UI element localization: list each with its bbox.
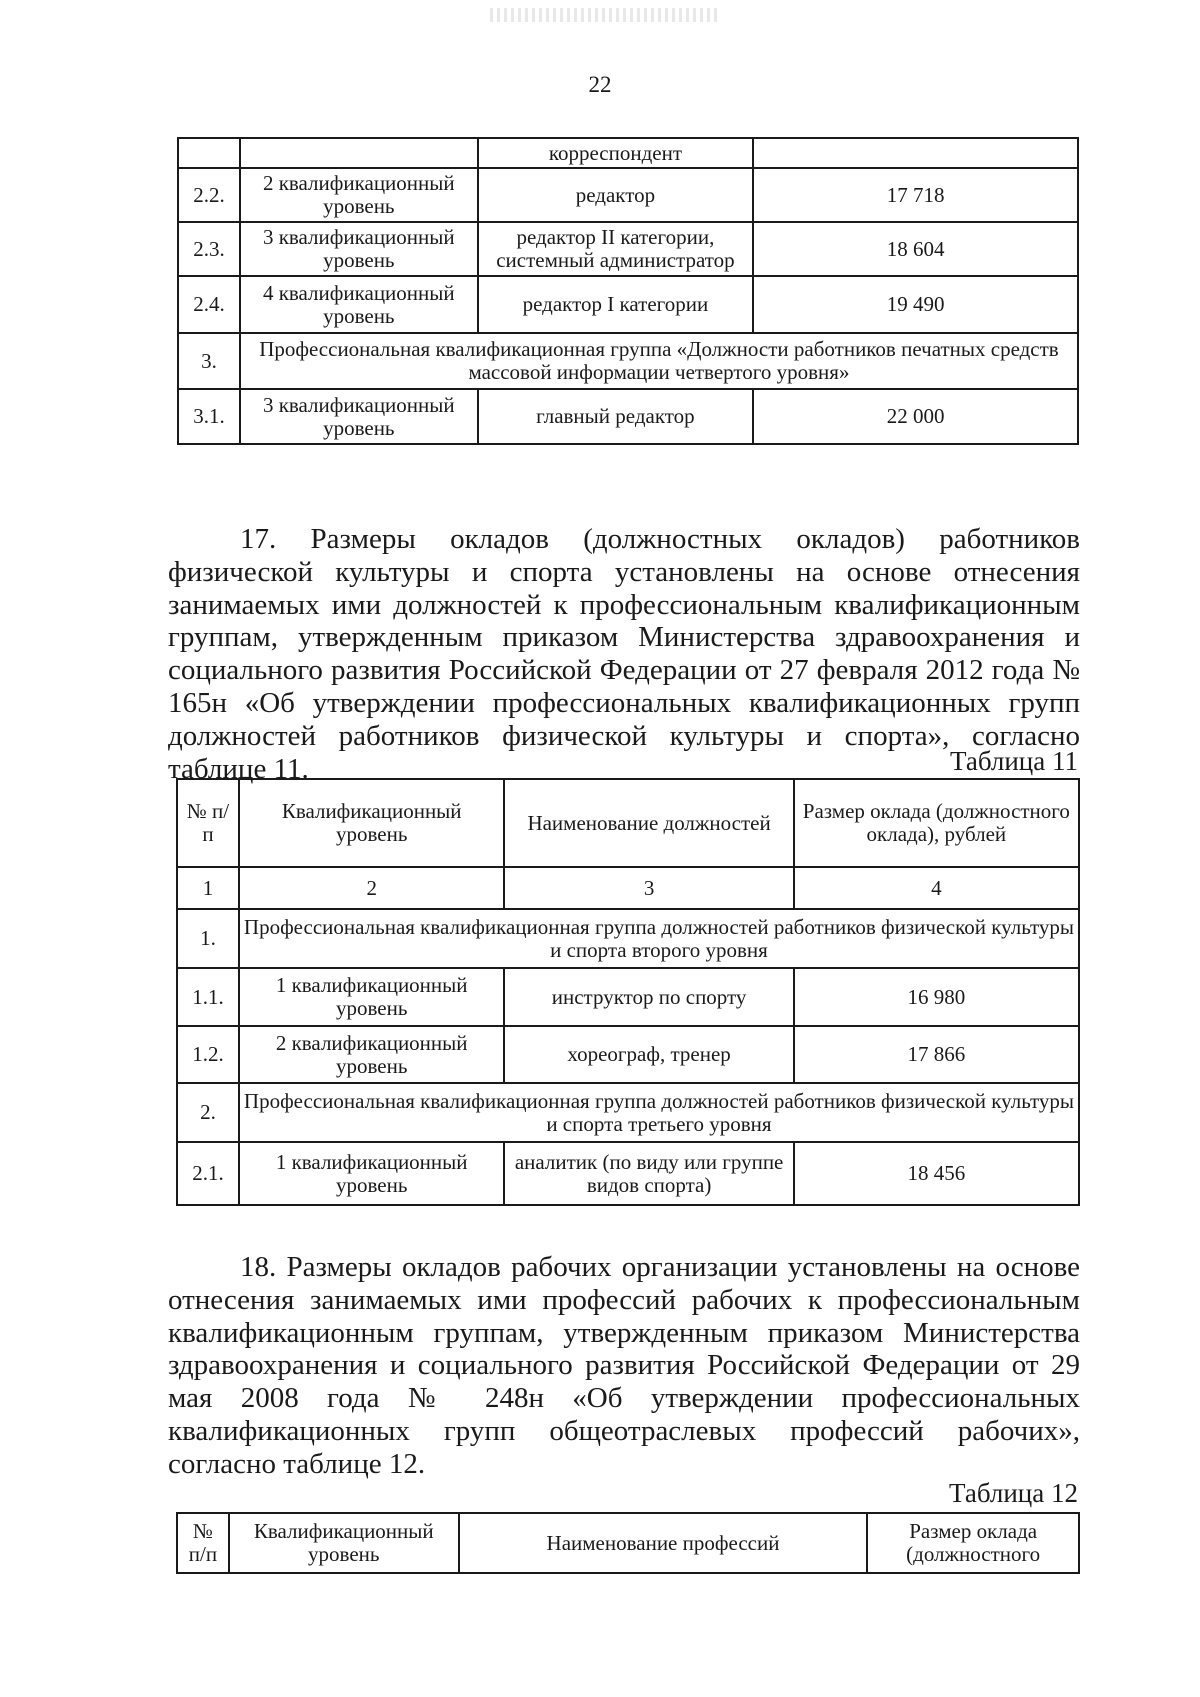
cell-position: редактор I категории <box>478 276 753 333</box>
table-row <box>178 222 1078 276</box>
cell-position: редактор II категории, системный администратор <box>478 222 753 276</box>
column-number: 4 <box>794 867 1079 909</box>
cell-group-title: Профессиональная квалификационная группа должностей работников физической культуры и спорта третьего уровня <box>239 1083 1079 1142</box>
cell-salary: 17 866 <box>794 1026 1079 1083</box>
cell-group-title: Профессиональная квалификационная группа должностей работников физической культуры и спорта второго уровня <box>239 909 1079 968</box>
table-group-row <box>177 1083 1079 1142</box>
cell-salary: 22 000 <box>753 389 1078 444</box>
cell-num: 2.4. <box>178 276 240 333</box>
table-header-row <box>177 1513 1079 1573</box>
table-11-caption: Таблица 11 <box>950 746 1078 776</box>
cell-level <box>240 138 478 168</box>
cell-level: 1 квалификационный уровень <box>239 968 505 1026</box>
table-row <box>177 1026 1079 1083</box>
cell-num: 1. <box>177 909 239 968</box>
column-number: 3 <box>504 867 793 909</box>
cell-position: хореограф, тренер <box>504 1026 793 1083</box>
table-group-row <box>177 909 1079 968</box>
cell-level: 2 квалификационный уровень <box>239 1026 505 1083</box>
header-num: № п/п <box>177 779 239 867</box>
table-row <box>177 1142 1079 1205</box>
table-12-caption: Таблица 12 <box>949 1478 1078 1508</box>
header-level: Квалификационный уровень <box>239 779 505 867</box>
cell-position: аналитик (по виду или группе видов спорта) <box>504 1142 793 1205</box>
paragraph-18: 18. Размеры окладов рабочих организации установлены на основе отнесения занимаемых ими профессий рабочих к профессиональным квалификационным группам, утвержденным приказом Министерства здравоохранения и социального развития Российской Федерации от 29 мая 2008 года № 248н «Об утверждении профессиональных квалификационных групп общеотраслевых профессий рабочих», согласно таблице 12. <box>168 1251 1080 1480</box>
paragraph-17: 17. Размеры окладов (должностных окладов) работников физической культуры и спорта установлены на основе отнесения занимаемых ими должностей к профессиональным квалификационным группам, утвержденным приказом Министерства здравоохранения и социального развития Российской Федерации от 27 февраля 2012 года № 165н «Об утверждении профессиональных квалификационных групп должностей работников физической культуры и спорта», согласно таблице 11. <box>168 523 1080 785</box>
header-num: № п/п <box>177 1513 229 1573</box>
table-row <box>178 168 1078 222</box>
cell-num: 2.1. <box>177 1142 239 1205</box>
column-number: 1 <box>177 867 239 909</box>
table-row <box>178 389 1078 444</box>
column-number-row <box>177 867 1079 909</box>
page-number: 22 <box>588 72 612 97</box>
cell-salary: 18 456 <box>794 1142 1079 1205</box>
table-continued <box>177 137 1079 445</box>
cell-position: редактор <box>478 168 753 222</box>
table-header-row <box>177 779 1079 867</box>
table-11 <box>176 778 1080 1206</box>
table-row <box>177 968 1079 1026</box>
cell-position: главный редактор <box>478 389 753 444</box>
cell-level: 3 квалификационный уровень <box>240 389 478 444</box>
cell-num: 1.2. <box>177 1026 239 1083</box>
cell-salary: 17 718 <box>753 168 1078 222</box>
cell-num: 3.1. <box>178 389 240 444</box>
scan-smudge <box>490 8 720 22</box>
cell-salary: 19 490 <box>753 276 1078 333</box>
cell-position: инструктор по спорту <box>504 968 793 1026</box>
cell-level: 3 квалификационный уровень <box>240 222 478 276</box>
table-group-row <box>178 333 1078 389</box>
cell-num: 2. <box>177 1083 239 1142</box>
cell-group-title: Профессиональная квалификационная группа «Должности работников печатных средств массовой информации четвертого уровня» <box>240 333 1078 389</box>
cell-num: 3. <box>178 333 240 389</box>
cell-level: 4 квалификационный уровень <box>240 276 478 333</box>
header-profession: Наименование профессий <box>459 1513 868 1573</box>
cell-salary: 18 604 <box>753 222 1078 276</box>
cell-num <box>178 138 240 168</box>
table-row <box>178 138 1078 168</box>
cell-level: 1 квалификационный уровень <box>239 1142 505 1205</box>
header-salary: Размер оклада (должностного оклада), рублей <box>794 779 1079 867</box>
cell-num: 1.1. <box>177 968 239 1026</box>
header-level: Квалификационный уровень <box>229 1513 459 1573</box>
cell-num: 2.3. <box>178 222 240 276</box>
cell-salary <box>753 138 1078 168</box>
column-number: 2 <box>239 867 505 909</box>
cell-salary: 16 980 <box>794 968 1079 1026</box>
table-row <box>178 276 1078 333</box>
cell-position: корреспондент <box>478 138 753 168</box>
header-salary: Размер оклада (должностного <box>867 1513 1079 1573</box>
cell-level: 2 квалификационный уровень <box>240 168 478 222</box>
table-12 <box>176 1512 1080 1574</box>
cell-num: 2.2. <box>178 168 240 222</box>
header-position: Наименование должностей <box>504 779 793 867</box>
